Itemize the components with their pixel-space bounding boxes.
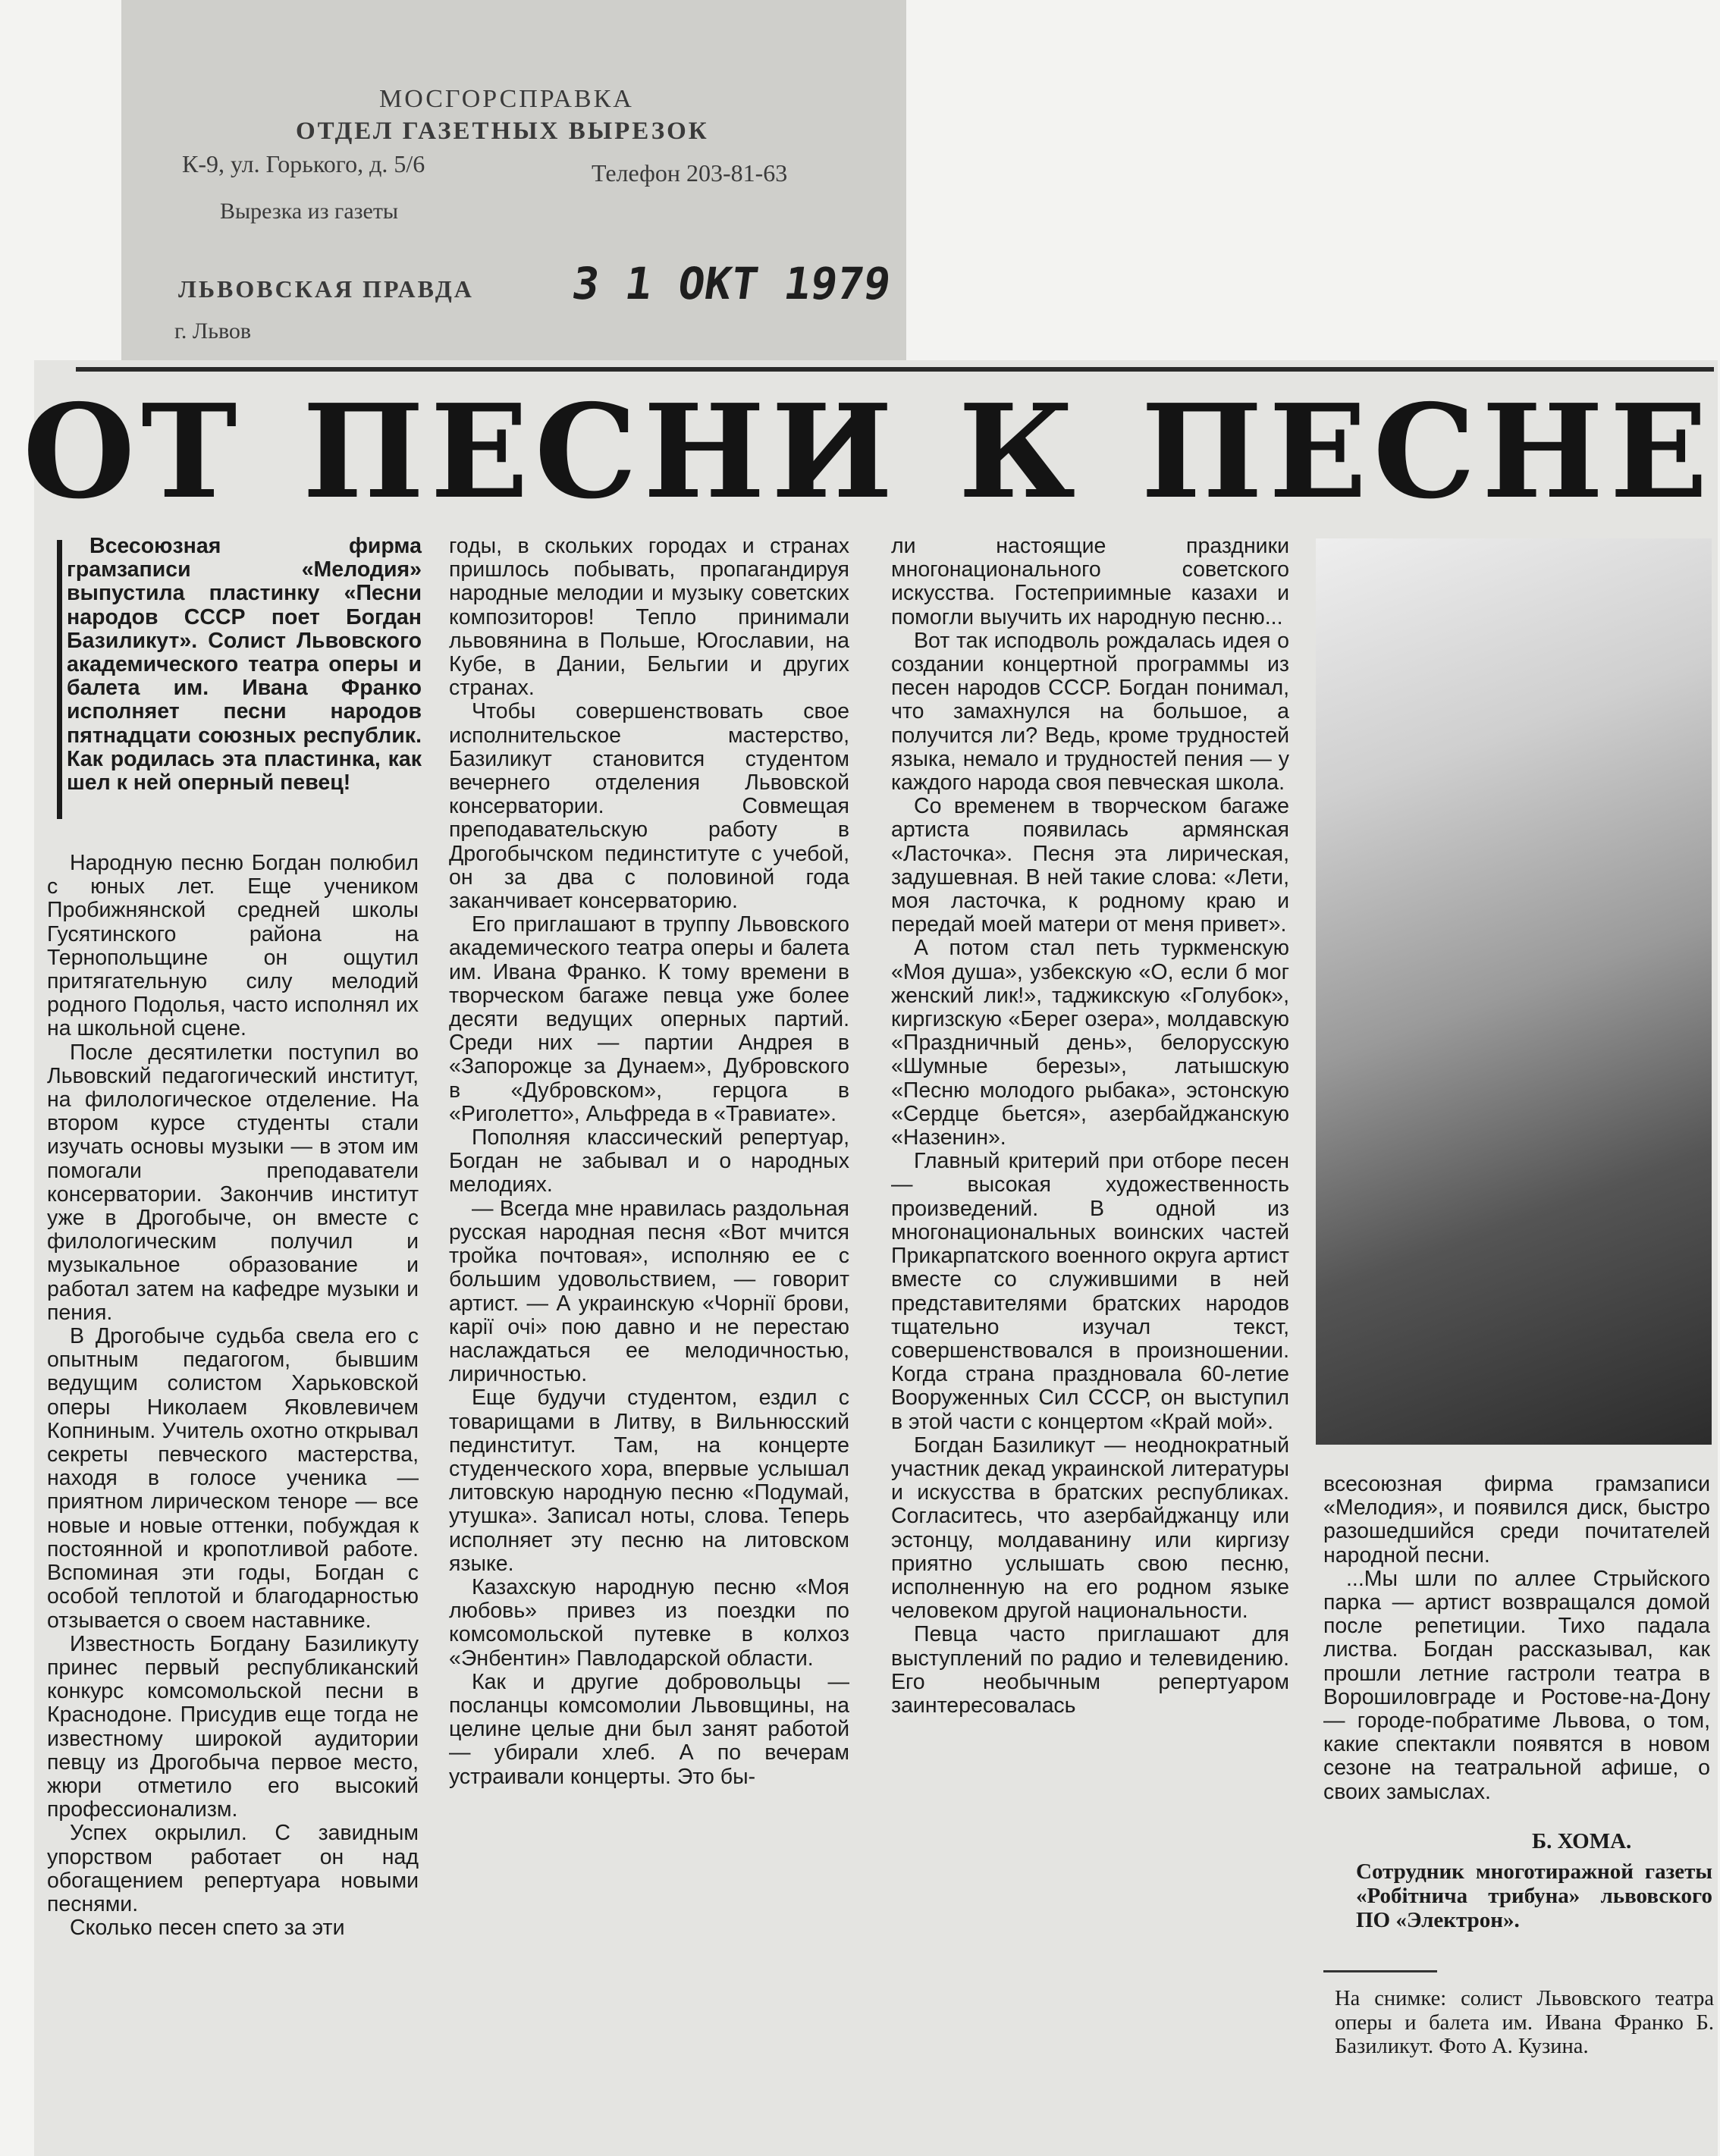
paragraph: Певца часто приглашают для выступлений по радио и телевидению. Его необычным репертуаром заинтересовалась xyxy=(891,1622,1289,1718)
paragraph: Еще будучи студентом, ездил с товарищами в Литву, в Вильнюсский пединститут. Там, на концерте студенческого хора, впервые услышал литовскую народную песню «Подумай, утушка». Записал ноты, слова. Теперь исполняет эту песню на литовском языке. xyxy=(449,1386,849,1576)
paragraph: Пополняя классический репертуар, Богдан не забывал и о народных мелодиях. xyxy=(449,1125,849,1197)
paragraph: Казахскую народную песню «Моя любовь» привез из поездки по комсомольской путевке в колхоз «Энбентин» Павлодарской области. xyxy=(449,1574,849,1671)
lead-paragraph: Всесоюзная фирма грамзаписи «Мелодия» выпустила пластинку «Песни народов СССР поет Богдан Базиликут». Солист Львовского академического театра оперы и балета им. Ивана Франко исполняет песни народов пятнадцати союзных республик. Как родилась эта пластинка, как шел к ней оперный певец! xyxy=(67,534,422,796)
headline-word-4: ПЕСНЕ xyxy=(1141,375,1714,528)
paragraph: — Всегда мне нравилась раздольная русская народная песня «Вот мчится тройка почтовая», исполняю ее с большим удовольствием, — говорит артист. — А украинскую «Чорнії брови, карії очі» пою давно и не перестаю наслаждаться ее мелодичностью, лиричностью. xyxy=(449,1196,849,1387)
newspaper-name: ЛЬВОВСКАЯ ПРАВДА xyxy=(178,275,474,303)
agency-address: К-9, ул. Горького, д. 5/6 xyxy=(182,150,425,177)
paragraph: А потом стал петь туркменскую «Моя душа», узбекскую «О, если б мог женский лик!», таджикскую «Голубок», киргизскую «Берег озера», молдавскую «Праздничный день», белорусскую «Шумные березы», латышскую «Песню молодого рыбака», эстонскую «Сердце бьется», азербайджанскую «Назенин». xyxy=(891,936,1289,1150)
headline-word-2: ПЕСНИ xyxy=(302,375,899,528)
author-name: Б. ХОМА. xyxy=(1532,1829,1632,1853)
column-2 xyxy=(449,535,849,1789)
date-stamp: 3 1 ОКТ 1979 xyxy=(569,258,894,309)
lead-bar xyxy=(57,540,62,819)
paragraph: Известность Богдану Базиликуту принес первый республиканский конкурс комсомольской песни в Краснодоне. Присудив еще тогда не известному широкой аудитории певцу из Дрогобыча первое место, жюри отметило его высокий профессионализм. xyxy=(47,1631,419,1822)
paragraph: Богдан Базиликут — неоднократный участник декад украинской литературы и искусства в братских республиках. Согласитесь, что азербайджанцу или эстонцу, молдаванину или киргизу приятно услышать свою песню, исполненную на его родном языке человеком другой национальности. xyxy=(891,1433,1289,1624)
paragraph: Успех окрылил. С завидным упорством работает он над обогащением репертуара новыми песнями. xyxy=(47,1821,419,1916)
agency-name: МОСГОРСПРАВКА xyxy=(379,85,634,113)
column-4 xyxy=(1323,1473,1710,1804)
city-name: г. Львов xyxy=(174,319,252,344)
headline-word-3: К xyxy=(958,375,1082,528)
paragraph: Его приглашают в труппу Львовского академического театра оперы и балета им. Ивана Франко. К тому времени в творческом багаже певца уже более десяти ведущих оперных партий. Среди них — партии Андрея в «Запорожце за Дунаем», Дубровского в «Дубровском», герцога в «Риголетто», Альфреда в «Травиате». xyxy=(449,912,849,1126)
headline-word-1: ОТ xyxy=(23,375,243,528)
paragraph: Чтобы совершенствовать свое исполнительское мастерство, Базиликут становится студентом вечернего отделения Львовской консерватории. Совмещая преподавательскую работу в Дрогобычском пединституте с учебой, он за два с половиной года заканчивает консерваторию. xyxy=(449,699,849,914)
paragraph: Сколько песен спето за эти xyxy=(70,1916,345,1941)
paragraph: годы, в скольких городах и странах пришлось побывать, пропагандируя народные мелодии и музыку советских композиторов! Тепло принимали львовянина в Польше, Югославии, на Кубе, в Дании, Бельгии и других странах. xyxy=(449,534,849,701)
column-1 xyxy=(47,852,419,1940)
singer-photo xyxy=(1316,538,1712,1445)
paragraph: ли настоящие праздники многонационального советского искусства. Гостеприимные казахи и помогли выучить их народную песню... xyxy=(891,534,1289,629)
top-rule xyxy=(76,367,1714,372)
paragraph: Вот так исподволь рождалась идея о создании концертной программы из песен народов СССР. Богдан понимал, что замахнулся на большое, а получится ли? Ведь, кроме трудностей языка, немало и трудностей пения — у каждого народа своя певческая школа. xyxy=(891,628,1289,796)
slip-text xyxy=(121,0,906,360)
paragraph: Народную песню Богдан полюбил с юных лет. Еще учеником Пробижнянской средней школы Гусятинского района на Тернопольщине он ощутил притягательную силу мелодий родного Подолья, часто исполнял их на школьной сцене. xyxy=(47,851,419,1041)
paragraph: Как и другие добровольцы — посланцы комсомолии Львовщины, на целине целые дни был занят работой — убирали хлеб. А по вечерам устраивали концерты. Это бы- xyxy=(449,1669,849,1789)
photo-caption: На снимке: солист Львовского театра оперы и балета им. Ивана Франко Б. Базиликут. Фото А. Кузина. xyxy=(1335,1987,1714,2058)
department-name: ОТДЕЛ ГАЗЕТНЫХ ВЫРЕЗОК xyxy=(296,118,709,145)
agency-phone: Телефон 203-81-63 xyxy=(592,159,788,187)
caption-rule xyxy=(1323,1970,1437,1972)
column-3 xyxy=(891,535,1289,1718)
paragraph: всесоюзная фирма грамзаписи «Мелодия», и появился диск, быстро разошедшийся среди почитателей народной песни. xyxy=(1323,1472,1710,1568)
paragraph: После десятилетки поступил во Львовский педагогический институт, на филологическое отделение. На втором курсе студенты стали изучать основы музыки — в этом им помогали преподаватели консерватории. Закончив институт уже в Дрогобыче, он вместе с филологическим получил и музыкальное образование и работал затем на кафедре музыки и пения. xyxy=(47,1040,419,1325)
clipping-from-label: Вырезка из газеты xyxy=(220,199,399,224)
paragraph: Главный критерий при отборе песен — высокая художественность произведений. В одной из многонациональных воинских частей Прикарпатского военного округа артист вместе со служившими в ней представителями братских народов тщательно изучал текст, совершенствовался в произношении. Когда страна праздновала 60-летие Вооруженных Сил СССР, он выступил в этой части с концертом «Край мой». xyxy=(891,1149,1289,1434)
paragraph: ...Мы шли по аллее Стрыйского парка — артист возвращался домой после репетиции. Тихо падала листва. Богдан рассказывал, как прошли летние гастроли театра в Ворошиловграде и Ростове-на-Дону — городе-побратиме Львова, о том, какие спектакли появятся в новом сезоне на театральной афише, о своих замыслах. xyxy=(1323,1566,1710,1804)
paragraph: Со временем в творческом багаже артиста появилась армянская «Ласточка». Песня эта лирическая, задушевная. В ней такие слова: «Лети, моя ласточка, к родному краю и передай моей матери от меня привет». xyxy=(891,794,1289,937)
headline xyxy=(23,375,1714,528)
paragraph: В Дрогобыче судьба свела его с опытным педагогом, бывшим ведущим солистом Харьковской оперы Николаем Яковлевичем Копниным. Учитель охотно открывал секреты певческого мастерства, находя в голосе ученика — приятном лирическом теноре — все новые и новые оттенки, побуждая к постоянной и кропотливой работе. Вспоминая эти годы, Богдан с особой теплотой и благодарностью отзывается о своем наставнике. xyxy=(47,1324,419,1633)
author-role: Сотрудник многотиражной газеты «Робітнича трибуна» львовского ПО «Электрон». xyxy=(1356,1859,1712,1932)
